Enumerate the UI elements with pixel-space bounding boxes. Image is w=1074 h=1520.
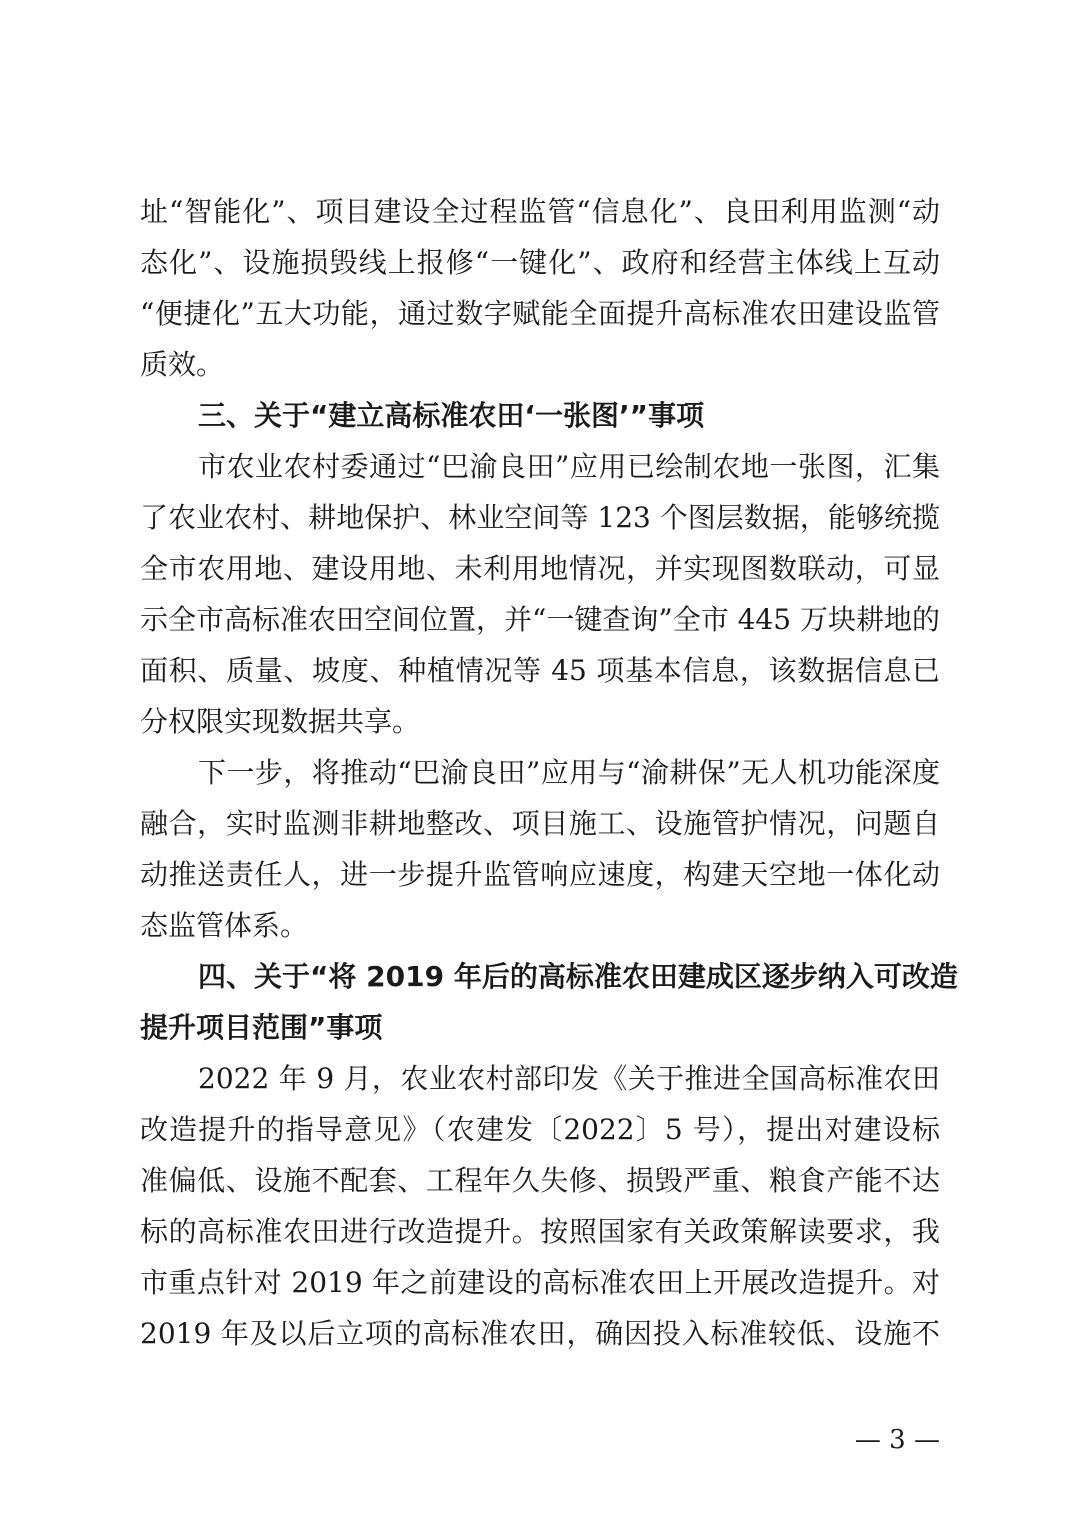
text-line: 了农业农村、耕地保护、林业空间等 123 个图层数据，能够统揽 [140,501,940,534]
text-line: 面积、质量、坡度、种植情况等 45 项基本信息，该数据信息已 [140,654,940,687]
text-line: 改造提升的指导意见》（农建发〔2022〕5 号），提出对建设标 [140,1113,940,1146]
text-line: 分权限实现数据共享。 [140,705,421,738]
text-line: 市重点针对 2019 年之前建设的高标准农田上开展改造提升。对 [140,1266,940,1299]
heading-line: 四、关于“将 2019 年后的高标准农田建成区逐步纳入可改造 [198,960,958,993]
page-number: — 3 — [854,1425,940,1455]
text-line: 态化”、设施损毁线上报修“一键化”、政府和经营主体线上互动 [140,246,940,279]
paragraph-next-step [140,747,940,951]
text-line: 2022 年 9 月，农业农村部印发《关于推进全国高标准农田 [198,1062,940,1095]
text-line: 态监管体系。 [140,909,309,942]
paragraph-continuation [140,186,940,390]
text-line: 址“智能化”、项目建设全过程监管“信息化”、良田利用监测“动 [140,195,940,228]
text-line: 市农业农村委通过“巴渝良田”应用已绘制农地一张图，汇集 [198,450,940,483]
heading-line: 提升项目范围”事项 [140,1011,383,1044]
section-heading-3: 三、关于“建立高标准农田‘一张图’”事项 [198,399,705,432]
text-line: 质效。 [140,348,225,381]
document-body [140,186,958,1359]
text-line: 示全市高标准农田空间位置，并“一键查询”全市 445 万块耕地的 [140,603,940,636]
text-line: 下一步，将推动“巴渝良田”应用与“渝耕保”无人机功能深度 [198,756,940,789]
text-line: 动推送责任人，进一步提升监管响应速度，构建天空地一体化动 [140,858,940,891]
paragraph-upgrade-policy [140,1053,940,1359]
text-line: 全市农用地、建设用地、未利用地情况，并实现图数联动，可显 [140,552,940,585]
text-line: 2019 年及以后立项的高标准农田，确因投入标准较低、设施不 [140,1317,940,1350]
text-line: 准偏低、设施不配套、工程年久失修、损毁严重、粮食产能不达 [140,1164,940,1197]
paragraph-map-system [140,441,940,747]
text-line: “便捷化”五大功能，通过数字赋能全面提升高标准农田建设监管 [140,297,940,330]
text-line: 融合，实时监测非耕地整改、项目施工、设施管护情况，问题自 [140,807,940,840]
text-line: 标的高标准农田进行改造提升。按照国家有关政策解读要求，我 [140,1215,940,1248]
section-heading-4 [140,951,958,1053]
